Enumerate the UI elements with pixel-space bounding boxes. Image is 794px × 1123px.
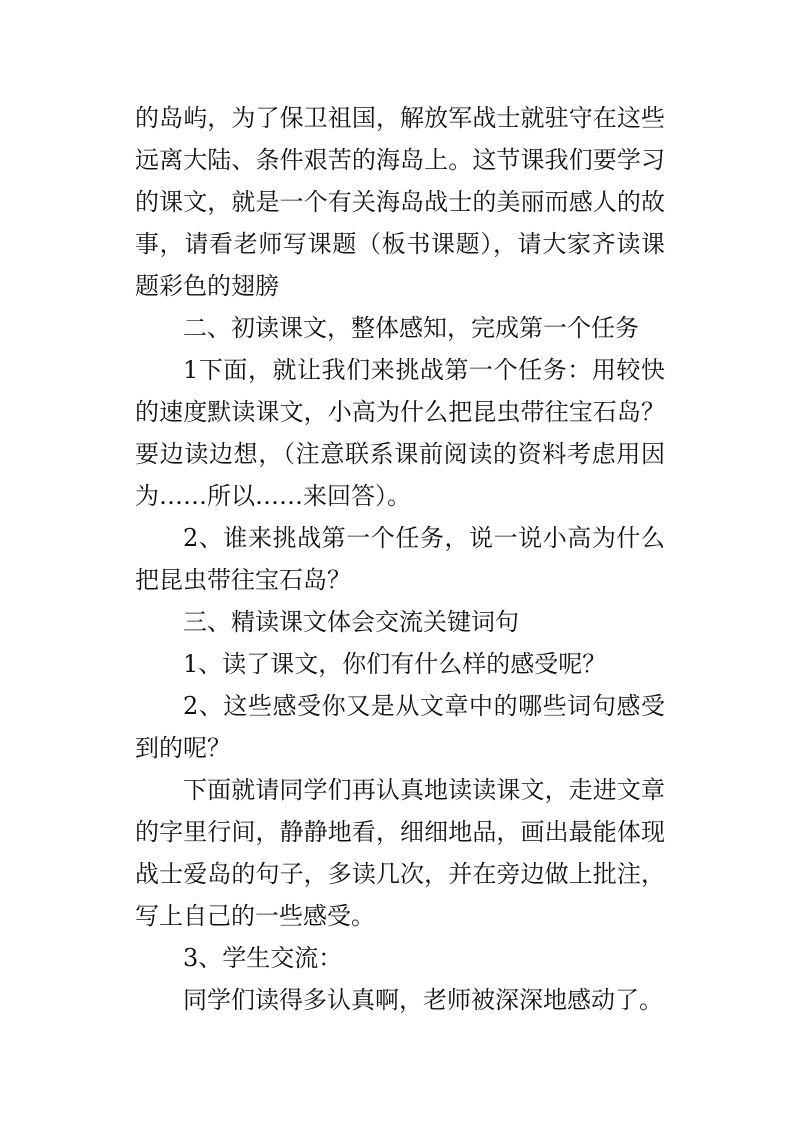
- reading-instruction-paragraph: 下面就请同学们再认真地读读课文，走进文章的字里行间，静静地看，细细地品，画出最能体现战士爱岛的句子，多读几次，并在旁边做上批注，写上自己的一些感受。: [135, 776, 665, 930]
- document-body: [135, 97, 665, 1021]
- task-1-paragraph: 1下面，就让我们来挑战第一个任务：用较快的速度默读课文，小高为什么把昆虫带往宝石岛？要边读边想，（注意联系课前阅读的资料考虑用因为……所以……来回答）。: [135, 356, 665, 510]
- question-2-paragraph: 2、这些感受你又是从文章中的哪些词句感受到的呢？: [135, 692, 665, 762]
- question-1-paragraph: 1、读了课文，你们有什么样的感受呢？: [183, 650, 607, 678]
- section-heading-3: 三、精读课文体会交流关键词句: [183, 608, 519, 636]
- task-2-paragraph: 2、谁来挑战第一个任务，说一说小高为什么把昆虫带往宝石岛？: [135, 524, 665, 594]
- teacher-remark-paragraph: 同学们读得多认真啊，老师被深深地感动了。: [183, 986, 663, 1014]
- section-heading-2: 二、初读课文，整体感知，完成第一个任务: [183, 314, 639, 342]
- paragraph-intro-continuation: 的岛屿，为了保卫祖国，解放军战士就驻守在这些远离大陆、条件艰苦的海岛上。这节课我们要学习的课文，就是一个有关海岛战士的美丽而感人的故事，请看老师写课题（板书课题），请大家齐读课题彩色的翅膀: [135, 104, 665, 300]
- student-exchange-paragraph: 3、学生交流：: [183, 944, 343, 972]
